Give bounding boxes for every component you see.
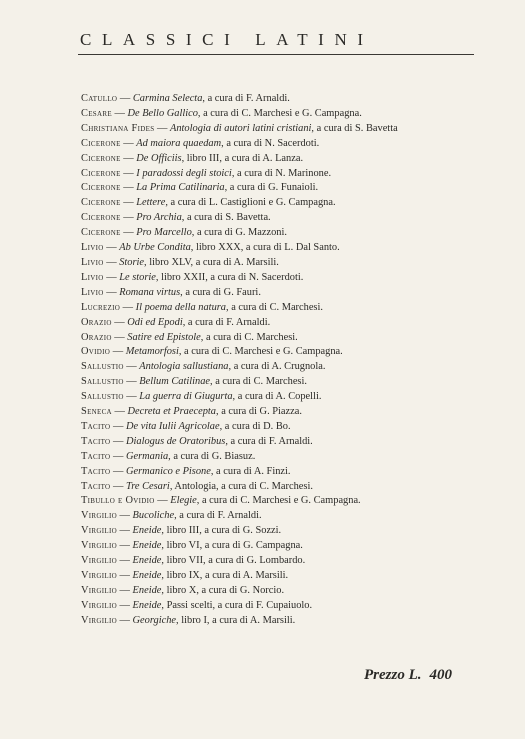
entry-author: Cicerone xyxy=(81,197,121,209)
entry-author: Orazio xyxy=(81,331,112,343)
entry-separator: — xyxy=(123,391,140,403)
entry-separator: — xyxy=(120,301,136,313)
entry-work-title: Germanico e Pisone xyxy=(126,465,211,477)
entry-details: , a cura di F. Arnaldi. xyxy=(225,435,313,447)
entry-details: , a cura di F. Arnaldi. xyxy=(202,93,290,104)
catalog-entry xyxy=(81,211,461,226)
entry-work-title: Le storie xyxy=(119,271,156,283)
entry-details: , a cura di C. Marchesi e G. Campagna. xyxy=(197,107,362,119)
catalog-entry xyxy=(81,480,461,495)
entry-details: , a cura di F. Arnaldi. xyxy=(182,316,271,328)
entry-author: Cicerone xyxy=(81,137,121,149)
catalog-entry xyxy=(81,420,461,435)
entry-separator: — xyxy=(123,376,140,388)
entry-work-title: Pro Marcello xyxy=(136,227,192,239)
entry-details: , libro XLV, a cura di A. Marsili. xyxy=(144,256,279,268)
catalog-entry xyxy=(81,316,461,331)
entry-work-title: La Prima Catilinaria xyxy=(136,182,225,194)
entry-separator: — xyxy=(120,197,137,209)
entry-separator: — xyxy=(110,480,127,492)
entry-work-title: De Officiis xyxy=(136,152,182,164)
entry-details: , a cura di C. Marchesi e G. Campagna. xyxy=(196,495,361,507)
catalog-entry xyxy=(81,152,461,167)
entry-work-title: Satire ed Epistole xyxy=(127,331,201,343)
entry-separator: — xyxy=(110,465,127,477)
entry-details: , Antologia, a cura di C. Marchesi. xyxy=(169,480,313,492)
entry-separator: — xyxy=(116,614,133,626)
entry-work-title: Odi ed Epodi xyxy=(127,316,183,328)
title-rule xyxy=(78,54,474,55)
entry-details: , a cura di S. Bavetta. xyxy=(181,212,271,224)
entry-author: Virgilio xyxy=(81,614,117,626)
catalog-entry xyxy=(81,226,461,241)
catalog-entry xyxy=(81,614,461,629)
catalog-entry xyxy=(81,494,461,509)
catalog-entry xyxy=(81,167,461,182)
catalog-entry xyxy=(81,509,461,524)
entry-author: Livio xyxy=(81,271,104,283)
entry-details: , a cura di G. Biasuz. xyxy=(168,450,256,462)
entry-separator: — xyxy=(111,316,128,328)
catalog-entry xyxy=(81,360,461,375)
entry-work-title: Antologia di autori latini cristiani xyxy=(169,122,312,134)
entry-author: Ovidio xyxy=(81,346,111,358)
entry-author: Cicerone xyxy=(81,182,121,194)
entry-author: Virgilio xyxy=(81,570,117,581)
entry-author: Cicerone xyxy=(81,212,121,224)
entry-separator: — xyxy=(120,167,137,179)
entry-work-title: Georgiche xyxy=(132,614,177,626)
entry-details: , libro VI, a cura di G. Campagna. xyxy=(161,540,303,552)
entry-details: , libro III, a cura di G. Sozzi. xyxy=(161,525,282,537)
entry-work-title: Eneide xyxy=(132,584,162,596)
price xyxy=(364,667,452,684)
entry-work-title: Bellum Catilinae xyxy=(139,376,211,388)
catalog-entry xyxy=(81,137,461,152)
entry-author: Livio xyxy=(81,256,104,268)
entry-details: , libro XXII, a cura di N. Sacerdoti. xyxy=(155,271,304,283)
entry-author: Tacito xyxy=(81,480,111,492)
entry-details: , a cura di G. Funaioli. xyxy=(224,182,319,194)
catalog-entry xyxy=(81,584,461,599)
entry-details: , a cura di F. Arnaldi. xyxy=(174,510,262,522)
entry-details: , libro I, a cura di A. Marsili. xyxy=(176,614,296,626)
entry-separator: — xyxy=(111,406,128,418)
entry-details: , libro X, a cura di G. Norcio. xyxy=(161,584,285,596)
entry-author: Sallustio xyxy=(81,376,124,388)
entry-separator: — xyxy=(116,584,133,596)
entry-details: , libro III, a cura di A. Lanza. xyxy=(181,152,304,164)
entry-details: , a cura di G. Piazza. xyxy=(216,406,302,418)
entry-details: , a cura di C. Marchesi. xyxy=(226,301,323,313)
entry-separator: — xyxy=(116,510,133,522)
entry-author: Sallustio xyxy=(81,361,124,373)
entry-author: Sallustio xyxy=(81,391,124,403)
catalog-entry xyxy=(81,256,461,271)
entry-work-title: La guerra di Giugurta xyxy=(139,391,233,403)
entry-work-title: Dialogus de Oratoribus xyxy=(126,435,226,447)
entry-author: Tacito xyxy=(81,450,111,462)
entry-author: Virgilio xyxy=(81,599,117,611)
entry-separator: — xyxy=(116,570,133,581)
entry-author: Livio xyxy=(81,286,104,298)
entry-work-title: Eneide xyxy=(132,599,162,611)
entry-details: , a cura di A. Finzi. xyxy=(210,465,291,477)
entry-work-title: Decreta et Praecepta xyxy=(127,406,216,418)
catalog-entry xyxy=(81,196,461,211)
entry-separator: — xyxy=(117,93,133,104)
entry-author: Seneca xyxy=(81,406,112,418)
entry-details: , a cura di S. Bavetta xyxy=(311,122,398,134)
entry-author: Orazio xyxy=(81,316,112,328)
entry-details: , Passi scelti, a cura di F. Cupaiuolo. xyxy=(161,599,313,611)
catalog-entry xyxy=(81,271,461,286)
entry-separator: — xyxy=(103,256,120,268)
entry-separator: — xyxy=(120,212,137,224)
entry-separator: — xyxy=(116,555,133,567)
entry-work-title: Metamorfosi xyxy=(125,346,179,358)
entry-work-title: Ad maiora quaedam xyxy=(136,137,222,149)
entry-details: , a cura di G. Fauri. xyxy=(180,286,261,298)
entry-work-title: Germania xyxy=(126,450,169,462)
entry-details: , libro XXX, a cura di L. Dal Santo. xyxy=(190,242,340,254)
entry-author: Cicerone xyxy=(81,227,121,239)
catalog-list xyxy=(81,92,461,629)
entry-author: Virgilio xyxy=(81,584,117,596)
catalog-entry xyxy=(81,539,461,554)
entry-work-title: Eneide xyxy=(132,540,162,552)
price-value: 400 xyxy=(429,667,452,683)
entry-author: Cicerone xyxy=(81,167,121,179)
entry-details: , a cura di L. Castiglioni e G. Campagna. xyxy=(165,197,336,209)
entry-separator: — xyxy=(120,182,137,194)
entry-separator: — xyxy=(103,242,120,254)
catalog-entry xyxy=(81,345,461,360)
catalog-entry xyxy=(81,92,461,107)
catalog-entry xyxy=(81,569,461,584)
catalog-entry xyxy=(81,390,461,405)
catalog-entry xyxy=(81,435,461,450)
catalog-entry xyxy=(81,450,461,465)
entry-work-title: Eneide xyxy=(132,525,162,537)
entry-details: , libro IX, a cura di A. Marsili. xyxy=(161,570,289,581)
entry-author: Tacito xyxy=(81,435,111,447)
entry-separator: — xyxy=(110,420,127,432)
entry-separator: — xyxy=(120,152,137,164)
entry-separator: — xyxy=(116,540,133,552)
entry-author: Virgilio xyxy=(81,540,117,552)
entry-separator: — xyxy=(110,346,126,358)
entry-work-title: Pro Archia xyxy=(136,212,182,224)
catalog-entry xyxy=(81,331,461,346)
entry-author: Lucrezio xyxy=(81,301,121,313)
catalog-entry xyxy=(81,241,461,256)
catalog-entry xyxy=(81,599,461,614)
entry-separator: — xyxy=(111,331,128,343)
price-label: Prezzo L. xyxy=(364,667,422,683)
entry-details: , a cura di D. Bo. xyxy=(219,420,291,432)
entry-work-title: Il poema della natura xyxy=(135,301,227,313)
entry-work-title: Eneide xyxy=(132,555,162,567)
entry-details: , a cura di N. Marinone. xyxy=(231,167,332,179)
entry-separator: — xyxy=(103,271,120,283)
entry-separator: — xyxy=(154,122,170,134)
entry-details: , a cura di C. Marchesi. xyxy=(210,376,307,388)
entry-author: Virgilio xyxy=(81,555,117,567)
catalog-entry xyxy=(81,375,461,390)
entry-separator: — xyxy=(154,495,171,507)
entry-separator: — xyxy=(103,286,120,298)
entry-author: Cesare xyxy=(81,107,112,119)
catalog-entry xyxy=(81,286,461,301)
catalog-entry xyxy=(81,554,461,569)
entry-separator: — xyxy=(120,137,137,149)
catalog-entry xyxy=(81,301,461,316)
catalog-entry xyxy=(81,122,461,137)
catalog-entry xyxy=(81,181,461,196)
entry-work-title: Bucoliche xyxy=(132,510,175,522)
entry-work-title: Ab Urbe Condita xyxy=(119,242,191,254)
entry-details: , a cura di C. Marchesi. xyxy=(200,331,298,343)
series-title: CLASSICI LATINI xyxy=(80,30,374,49)
entry-work-title: I paradossi degli stoici xyxy=(136,167,232,179)
entry-work-title: Tre Cesari xyxy=(126,480,170,492)
entry-work-title: Antologia sallustiana xyxy=(139,361,229,373)
entry-separator: — xyxy=(123,361,140,373)
entry-details: , a cura di A. Copelli. xyxy=(232,391,322,403)
entry-details: , a cura di G. Mazzoni. xyxy=(191,227,287,239)
entry-separator: — xyxy=(120,227,137,239)
entry-details: , a cura di A. Crugnola. xyxy=(228,361,326,373)
entry-work-title: De vita Iulii Agricolae xyxy=(126,420,220,432)
entry-author: Tibullo e Ovidio xyxy=(81,495,155,507)
entry-work-title: Storie xyxy=(119,256,145,268)
entry-separator: — xyxy=(116,525,133,537)
entry-work-title: De Bello Gallico xyxy=(127,107,198,119)
entry-author: Virgilio xyxy=(81,525,117,537)
entry-work-title: Elegie xyxy=(170,495,197,507)
entry-separator: — xyxy=(111,107,128,119)
catalog-entry xyxy=(81,465,461,480)
entry-details: , libro VII, a cura di G. Lombardo. xyxy=(161,555,306,567)
entry-separator: — xyxy=(110,450,127,462)
entry-details: , a cura di N. Sacerdoti. xyxy=(221,137,320,149)
entry-author: Tacito xyxy=(81,420,111,432)
catalog-entry xyxy=(81,405,461,420)
entry-details: , a cura di C. Marchesi e G. Campagna. xyxy=(178,346,343,358)
catalog-entry xyxy=(81,524,461,539)
entry-work-title: Romana virtus xyxy=(119,286,181,298)
entry-work-title: Carmina Selecta xyxy=(132,93,203,104)
entry-author: Livio xyxy=(81,242,104,254)
entry-author: Virgilio xyxy=(81,510,117,522)
entry-work-title: Lettere xyxy=(136,197,166,209)
entry-author: Cicerone xyxy=(81,152,121,164)
entry-author: Catullo xyxy=(81,93,118,104)
entry-author: Christiana Fides xyxy=(81,122,155,134)
entry-separator: — xyxy=(110,435,127,447)
entry-work-title: Eneide xyxy=(132,570,162,581)
entry-separator: — xyxy=(116,599,133,611)
catalog-entry xyxy=(81,107,461,122)
entry-author: Tacito xyxy=(81,465,111,477)
